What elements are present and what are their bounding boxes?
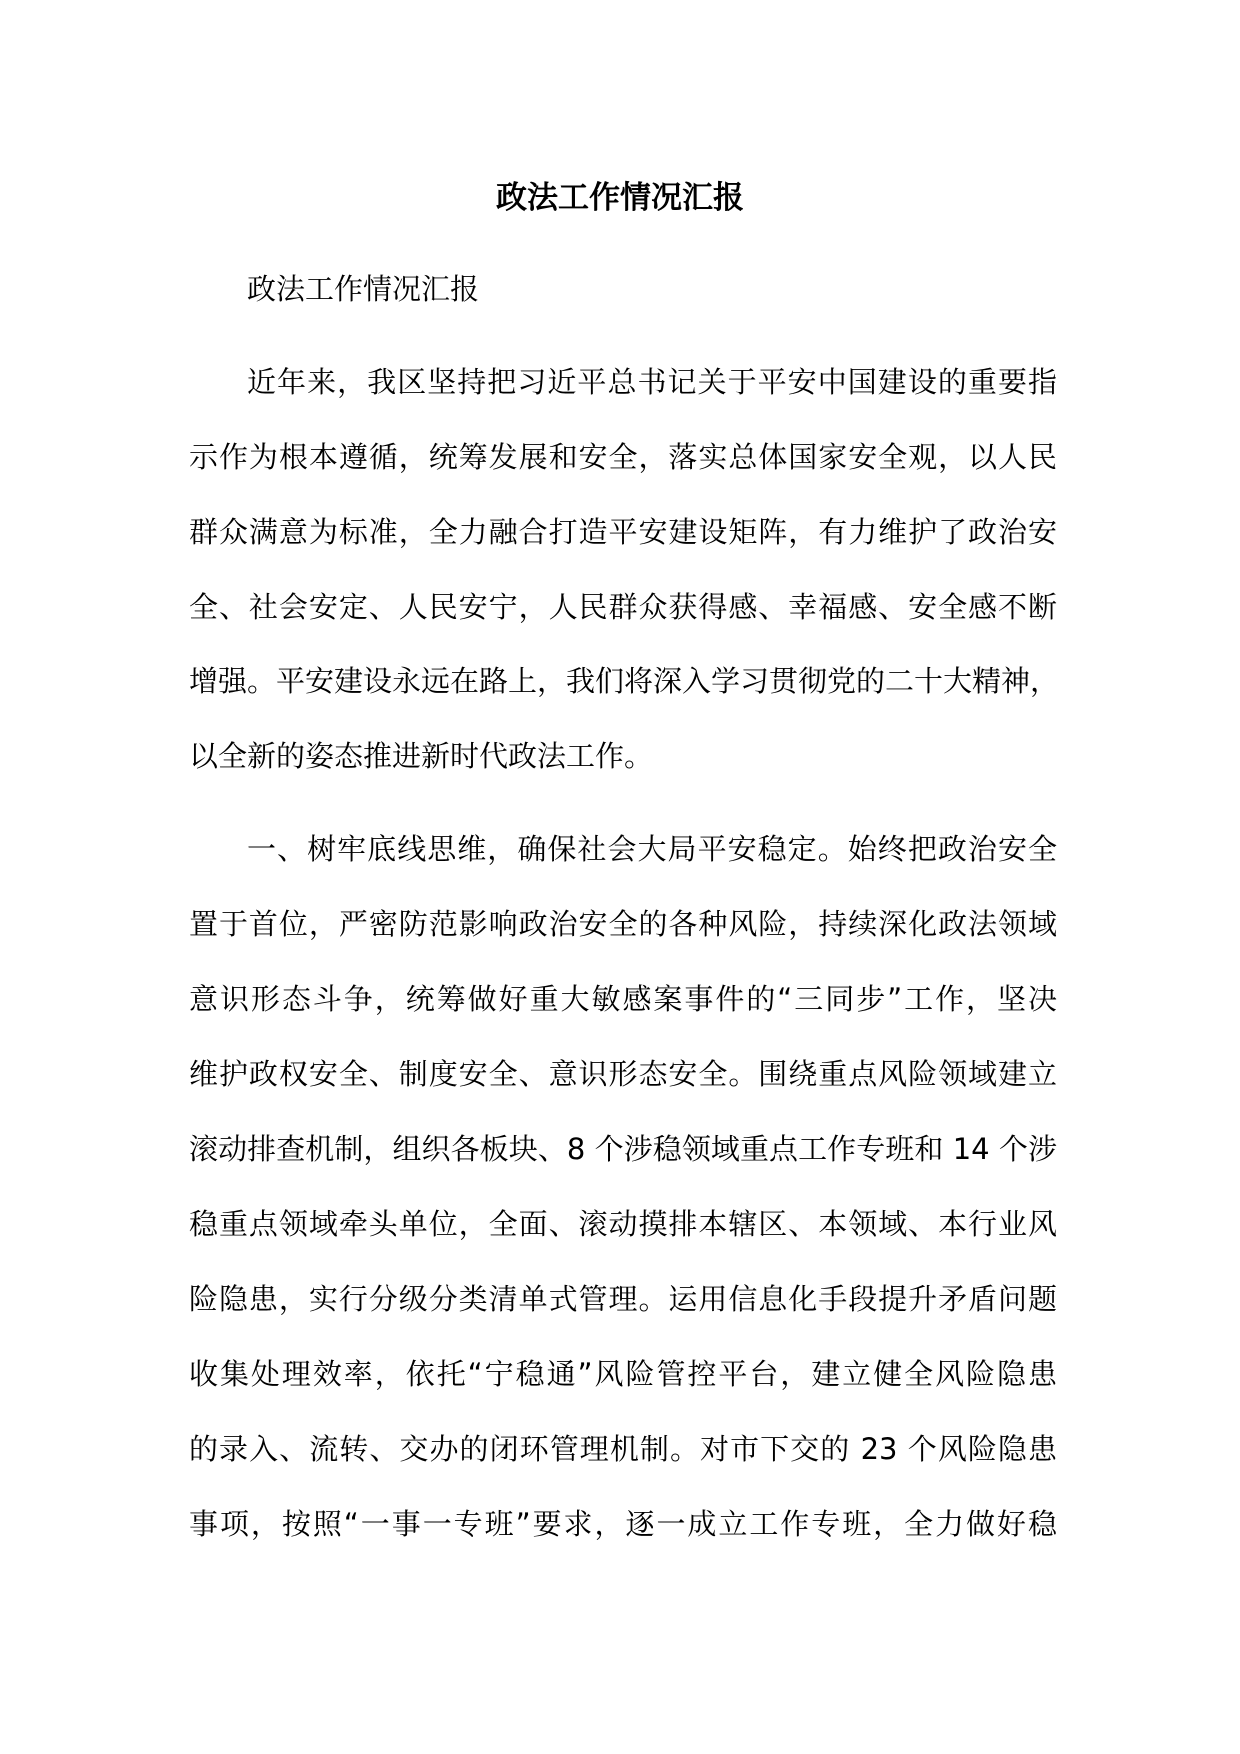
- paragraph-line: 事项，按照“一事一专班”要求，逐一成立工作专班，全力做好稳: [189, 1507, 1057, 1541]
- paragraph-line: 收集处理效率，依托“宁稳通”风险管控平台，建立健全风险隐患: [189, 1357, 1057, 1391]
- paragraph-line: 近年来，我区坚持把习近平总书记关于平安中国建设的重要指: [247, 365, 1057, 399]
- paragraph-line: 的录入、流转、交办的闭环管理机制。对市下交的 23 个风险隐患: [189, 1432, 1057, 1466]
- paragraph-line: 全、社会安定、人民安宁，人民群众获得感、幸福感、安全感不断: [189, 590, 1057, 624]
- paragraph-line: 意识形态斗争，统筹做好重大敏感案事件的“三同步”工作，坚决: [189, 982, 1057, 1016]
- paragraph-line: 群众满意为标准，全力融合打造平安建设矩阵，有力维护了政治安: [189, 515, 1057, 549]
- paragraph-line: 险隐患，实行分级分类清单式管理。运用信息化手段提升矛盾问题: [189, 1282, 1057, 1316]
- paragraph-line: 维护政权安全、制度安全、意识形态安全。围绕重点风险领域建立: [189, 1057, 1057, 1091]
- paragraph-line: 一、树牢底线思维，确保社会大局平安稳定。始终把政治安全: [247, 832, 1057, 866]
- document-subtitle: 政法工作情况汇报: [247, 272, 480, 306]
- paragraph-line: 示作为根本遵循，统筹发展和安全，落实总体国家安全观，以人民: [189, 440, 1057, 474]
- paragraph-line: 增强。平安建设永远在路上，我们将深入学习贯彻党的二十大精神，: [189, 664, 1060, 698]
- document-title: 政法工作情况汇报: [496, 180, 744, 216]
- paragraph-line: 稳重点领域牵头单位，全面、滚动摸排本辖区、本领域、本行业风: [189, 1207, 1057, 1241]
- paragraph-line: 以全新的姿态推进新时代政法工作。: [189, 739, 654, 773]
- paragraph-line: 滚动排查机制，组织各板块、8 个涉稳领域重点工作专班和 14 个涉: [189, 1132, 1057, 1166]
- paragraph-line: 置于首位，严密防范影响政治安全的各种风险，持续深化政法领域: [189, 907, 1057, 941]
